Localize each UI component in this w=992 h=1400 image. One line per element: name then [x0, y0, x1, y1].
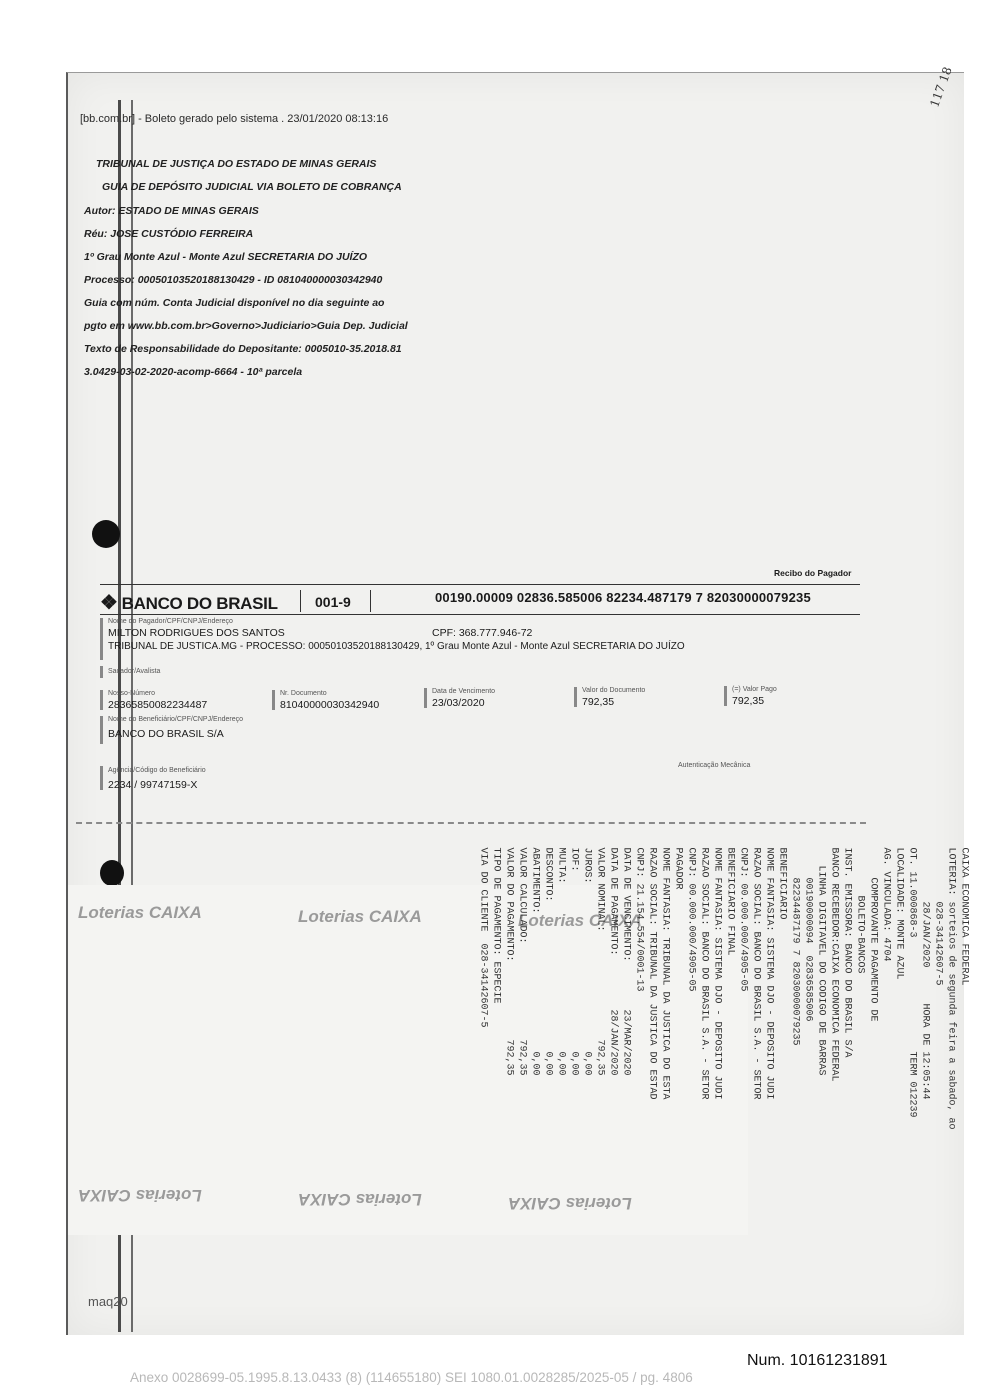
receipt-line: ABATIMENTO: 0,00: [529, 847, 541, 1076]
guia-texto-2: 3.0429-03-02-2020-acomp-6664 - 10ª parcela: [84, 366, 303, 378]
pagador-cpf: CPF: 368.777.946-72: [432, 627, 533, 639]
receipt-line: RAZAO SOCIAL: BANCO DO BRASIL S.A. - SETOR: [750, 847, 762, 1100]
receipt-line: COMPROVANTE PAGAMENTO DE: [867, 847, 879, 1022]
handwritten-page-number: 117 18: [927, 64, 955, 110]
field-marker: [100, 716, 103, 744]
nosso-numero-label: Nosso-Número: [108, 690, 156, 697]
receipt-line: DATA DE PAGAMENTO: 28/JAN/2020: [607, 847, 619, 1076]
receipt-line: LINHA DIGITAVEL DO CODIGO DE BARRAS: [815, 847, 827, 1076]
sacador-label: Sacador/Avalista: [108, 668, 161, 675]
field-marker: [724, 686, 727, 706]
receipt-line: LOTERIA: sorteios de segunda feira a sabado, ao: [945, 847, 957, 1130]
guia-info-1: Guia com núm. Conta Judicial disponível no dia seguinte ao: [84, 297, 385, 309]
receipt-line: BANCO RECEBEDOR:CAIXA ECONOMICA FEDERAL: [828, 847, 840, 1082]
receipt-line: CNPJ: 21.154.554/0001-13: [633, 847, 645, 992]
lottery-receipt: [68, 847, 970, 1235]
cut-line: [76, 822, 866, 824]
system-header: [bb.com.br] - Boleto gerado pelo sistema . 23/01/2020 08:13:16: [80, 113, 389, 125]
receipt-line: VALOR CALCULADO: 792,35: [516, 847, 528, 1076]
receipt-brand: Loterias CAIXA: [298, 907, 422, 926]
valor-pago: 792,35: [732, 695, 765, 707]
vencimento: 23/03/2020: [432, 697, 485, 709]
guia-processo: Processo: 00050103520188130429 - ID 081040000030342940: [84, 274, 383, 286]
receipt-line: PAGADOR: [672, 847, 684, 890]
receipt-brand: Loterias CAIXA: [518, 911, 642, 930]
divider: [300, 590, 301, 612]
agencia-label: Agência/Código do Beneficiário: [108, 767, 206, 774]
receipt-line: 28/JAN/2020 HORA DE 12:05:44: [919, 847, 931, 1100]
receipt-line: DATA DE VENCIMENTO: 23/MAR/2020: [620, 847, 632, 1076]
receipt-brand: Loterias CAIXA: [508, 1194, 632, 1213]
field-marker: [100, 690, 103, 710]
guia-vara: 1º Grau Monte Azul - Monte Azul SECRETARIA DO JUÍZO: [84, 251, 368, 263]
receipt-line: VALOR DO PAGAMENTO: 792,35: [503, 847, 515, 1076]
receipt-line: RAZAO SOCIAL: BANCO DO BRASIL S.A. - SETOR: [698, 847, 710, 1100]
receipt-line: CAIXA ECONOMICA FEDERAL: [958, 847, 970, 986]
beneficiario-label: Nome do Beneficiário/CPF/CNPJ/Endereço: [108, 716, 244, 723]
nr-documento-label: Nr. Documento: [280, 690, 327, 697]
receipt-brand: Loterias CAIXA: [298, 1190, 422, 1209]
receipt-line: NOME FANTASIA: SISTEMA DJO - DEPOSITO JUDI: [711, 847, 723, 1100]
punch-hole: [92, 520, 120, 548]
receipt-line: 028-34142607-5: [932, 847, 944, 986]
guia-texto-1: Texto de Responsabilidade do Depositante: 0005010-35.2018.81: [84, 343, 402, 355]
field-marker: [272, 690, 275, 710]
pagador-endereco: TRIBUNAL DE JUSTICA.MG - PROCESSO: 00050103520188130429, 1º Grau Monte Azul - Monte Azul SECRETARIA DO JUÍZO: [108, 641, 685, 652]
boleto-rule: [100, 614, 860, 615]
receipt-line: JUROS: 0,00: [581, 847, 593, 1076]
receipt-line: NOME FANTASIA: TRIBUNAL DA JUSTICA DO ESTA: [659, 847, 671, 1100]
nosso-numero: 28365850082234487: [108, 699, 208, 711]
receipt-line: VALOR NOMINAL: 792,35: [594, 847, 606, 1076]
valor-documento-label: Valor do Documento: [582, 687, 646, 694]
document-number: Num. 10161231891: [747, 1352, 888, 1369]
linha-digitavel: 00190.00009 02836.585006 82234.487179 7 82030000079235: [435, 590, 811, 605]
bank-code: 001-9: [315, 594, 351, 610]
field-marker: [100, 618, 103, 660]
beneficiario: BANCO DO BRASIL S/A: [108, 728, 224, 740]
receipt-line: INST. EMISSORA: BANCO DO BRASIL S/A: [841, 847, 853, 1058]
punch-hole: [100, 860, 124, 886]
guia-title-2: GUIA DE DEPÓSITO JUDICIAL VIA BOLETO DE COBRANÇA: [102, 181, 402, 193]
receipt-line: BENEFICIARIO: [776, 847, 788, 920]
receipt-line: DESCONTO: 0,00: [542, 847, 554, 1076]
guia-info-2: pgto em www.bb.com.br>Governo>Judiciario>Guia Dep. Judicial: [84, 320, 408, 332]
field-marker: [100, 766, 103, 790]
document-reference: Anexo 0028699-05.1995.8.13.0433 (8) (114655180) SEI 1080.01.0028285/2025-05 / pg. 4806: [130, 1370, 693, 1385]
agencia: 2234 / 99747159-X: [108, 779, 198, 791]
field-marker: [424, 688, 427, 708]
receipt-text: [301, 848, 971, 1193]
boleto-top-rule: [100, 584, 860, 585]
receipt-brand: Loterias CAIXA: [78, 903, 202, 922]
banco-do-brasil-logo-icon: ❖: [100, 592, 118, 614]
vencimento-label: Data de Vencimento: [432, 688, 496, 695]
receipt-line: NOME FANTASIA: SISTEMA DJO - DEPOSITO JUDI: [763, 847, 775, 1100]
bank-name: BANCO DO BRASIL: [121, 594, 278, 613]
receipt-line: OT. 11.000868-3 TERM 012239: [906, 847, 918, 1118]
recibo-label: Recibo do Pagador: [774, 568, 852, 578]
guia-autor: Autor: ESTADO DE MINAS GERAIS: [84, 205, 259, 217]
valor-documento: 792,35: [582, 696, 615, 708]
receipt-line: CNPJ: 00.000.000/4905-05: [737, 847, 749, 992]
guia-reu: Réu: JOSE CUSTÓDIO FERREIRA: [84, 228, 254, 240]
receipt-line: CNPJ: 00.000.000/4905-05: [685, 847, 697, 992]
guia-title-1: TRIBUNAL DE JUSTIÇA DO ESTADO DE MINAS GERAIS: [96, 158, 377, 170]
bank-logo: [100, 590, 278, 615]
nr-documento: 81040000030342940: [280, 699, 380, 711]
receipt-line: 00190000094 02836585006: [802, 847, 814, 1022]
receipt-line: VIA DO CLIENTE 028-34142607-5: [477, 847, 489, 1028]
autenticacao-label: Autenticação Mecânica: [678, 762, 751, 769]
receipt-line: 82234487179 7 82030000079235: [789, 847, 801, 1046]
pagador-nome: MILTON RODRIGUES DOS SANTOS: [108, 627, 285, 639]
field-marker: [100, 666, 103, 678]
receipt-line: MULTA: 0,00: [555, 847, 567, 1076]
receipt-line: BENEFICIARIO FINAL: [724, 847, 736, 956]
receipt-brand: Loterias CAIXA: [78, 1186, 202, 1205]
machine-label: maq20: [88, 1294, 128, 1309]
pagador-label: Nome do Pagador/CPF/CNPJ/Endereço: [108, 618, 233, 625]
receipt-line: TIPO DE PAGAMENTO: ESPECIE: [490, 847, 502, 1004]
receipt-line: RAZAO SOCIAL: TRIBUNAL DA JUSTICA DO ESTAD: [646, 847, 658, 1100]
divider: [370, 590, 371, 612]
receipt-line: IOF: 0,00: [568, 847, 580, 1076]
receipt-line: BOLETO-BANCOS: [854, 847, 866, 974]
valor-pago-label: (=) Valor Pago: [732, 686, 777, 693]
receipt-line: AG. VINCULADA: 4704: [880, 847, 892, 962]
field-marker: [574, 687, 577, 707]
receipt-line: LOCALIDADE: MONTE AZUL: [893, 847, 905, 980]
